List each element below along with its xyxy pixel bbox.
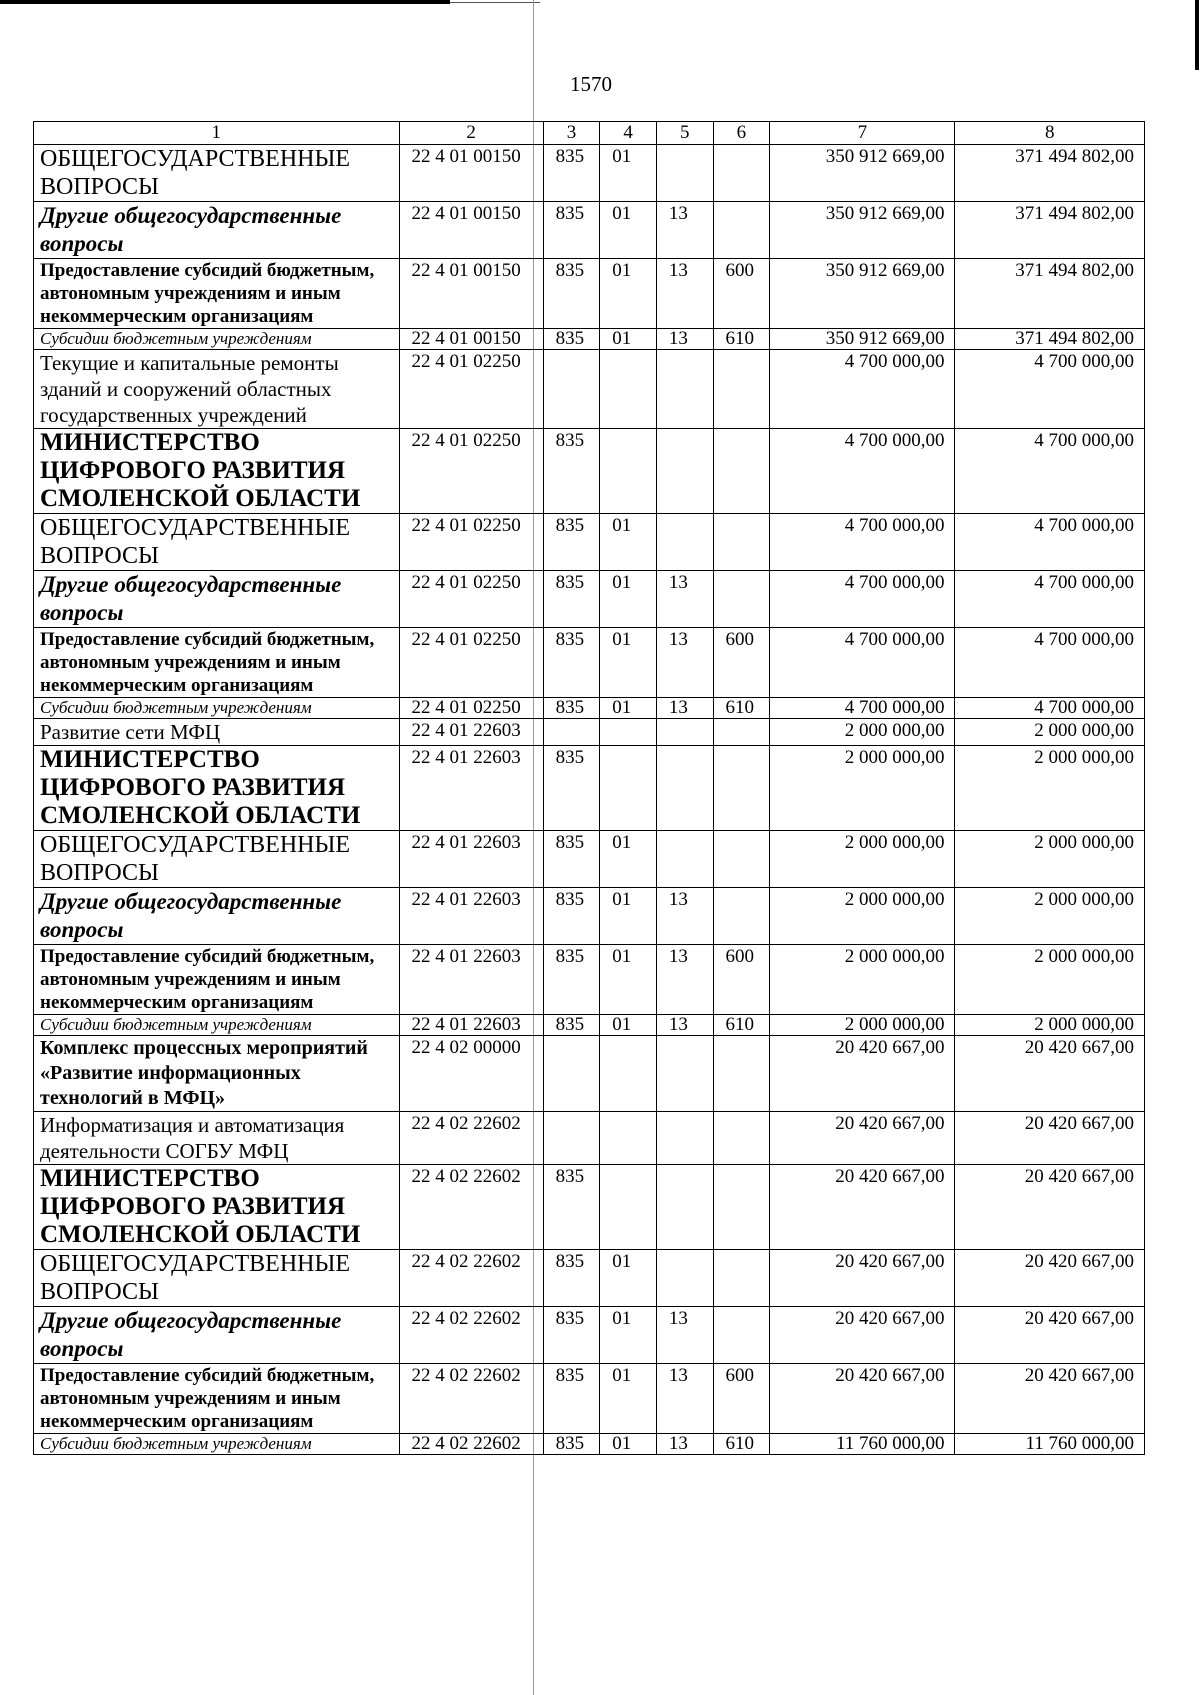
row-col3: 835 — [543, 746, 600, 831]
row-amount-col8: 20 420 667,00 — [955, 1307, 1145, 1364]
row-code: 22 4 01 22603 — [399, 831, 543, 888]
row-name: Другие общегосударственные вопросы — [34, 202, 400, 259]
column-header: 4 — [600, 122, 657, 145]
row-col5: 13 — [656, 571, 713, 628]
row-code: 22 4 02 22602 — [399, 1112, 543, 1165]
row-amount-col7: 350 912 669,00 — [770, 329, 955, 350]
row-col5 — [656, 1112, 713, 1165]
row-col3: 835 — [543, 202, 600, 259]
row-col4: 01 — [600, 329, 657, 350]
row-name: Субсидии бюджетным учреждениям — [34, 329, 400, 350]
row-col3: 835 — [543, 888, 600, 945]
row-amount-col7: 350 912 669,00 — [770, 202, 955, 259]
row-col5: 13 — [656, 1364, 713, 1434]
row-code: 22 4 01 02250 — [399, 698, 543, 719]
table-row — [34, 719, 1145, 746]
row-col3: 835 — [543, 429, 600, 514]
row-name: ОБЩЕГОСУДАРСТВЕННЫЕ ВОПРОСЫ — [34, 1250, 400, 1307]
row-col5 — [656, 429, 713, 514]
row-col4: 01 — [600, 888, 657, 945]
table-row — [34, 1015, 1145, 1036]
row-name: ОБЩЕГОСУДАРСТВЕННЫЕ ВОПРОСЫ — [34, 831, 400, 888]
row-col4 — [600, 350, 657, 429]
column-header: 1 — [34, 122, 400, 145]
row-col6: 610 — [713, 1015, 770, 1036]
row-code: 22 4 01 22603 — [399, 719, 543, 746]
row-col4 — [600, 746, 657, 831]
row-col3: 835 — [543, 628, 600, 698]
row-amount-col7: 2 000 000,00 — [770, 1015, 955, 1036]
row-amount-col7: 20 420 667,00 — [770, 1364, 955, 1434]
row-amount-col7: 2 000 000,00 — [770, 831, 955, 888]
table-row — [34, 350, 1145, 429]
row-col4: 01 — [600, 514, 657, 571]
row-amount-col7: 4 700 000,00 — [770, 628, 955, 698]
row-col5: 13 — [656, 1015, 713, 1036]
row-col6 — [713, 145, 770, 202]
row-col4 — [600, 1036, 657, 1112]
row-col5: 13 — [656, 945, 713, 1015]
row-code: 22 4 01 00150 — [399, 259, 543, 329]
row-col3: 835 — [543, 945, 600, 1015]
row-code: 22 4 02 22602 — [399, 1434, 543, 1455]
row-col6 — [713, 1036, 770, 1112]
row-name: Субсидии бюджетным учреждениям — [34, 1015, 400, 1036]
row-amount-col8: 371 494 802,00 — [955, 145, 1145, 202]
row-amount-col7: 4 700 000,00 — [770, 350, 955, 429]
row-name: ОБЩЕГОСУДАРСТВЕННЫЕ ВОПРОСЫ — [34, 514, 400, 571]
row-amount-col8: 20 420 667,00 — [955, 1036, 1145, 1112]
row-col4: 01 — [600, 945, 657, 1015]
row-name: Другие общегосударственные вопросы — [34, 888, 400, 945]
row-amount-col7: 2 000 000,00 — [770, 719, 955, 746]
row-amount-col8: 4 700 000,00 — [955, 350, 1145, 429]
row-code: 22 4 01 22603 — [399, 888, 543, 945]
row-amount-col8: 20 420 667,00 — [955, 1364, 1145, 1434]
row-col4: 01 — [600, 1250, 657, 1307]
row-col3 — [543, 350, 600, 429]
row-amount-col8: 371 494 802,00 — [955, 329, 1145, 350]
row-col3 — [543, 719, 600, 746]
row-col4: 01 — [600, 145, 657, 202]
table-row — [34, 202, 1145, 259]
row-name: Информатизация и автоматизация деятельности СОГБУ МФЦ — [34, 1112, 400, 1165]
table-header-row — [34, 122, 1145, 145]
row-name: Предоставление субсидий бюджетным, автономным учреждениям и иным некоммерческим организациям — [34, 259, 400, 329]
row-code: 22 4 01 22603 — [399, 1015, 543, 1036]
table-row — [34, 571, 1145, 628]
row-amount-col7: 20 420 667,00 — [770, 1307, 955, 1364]
row-col6 — [713, 1250, 770, 1307]
row-col5: 13 — [656, 329, 713, 350]
row-col3 — [543, 1112, 600, 1165]
row-amount-col8: 4 700 000,00 — [955, 571, 1145, 628]
row-col5 — [656, 145, 713, 202]
table-row — [34, 746, 1145, 831]
row-amount-col8: 4 700 000,00 — [955, 698, 1145, 719]
row-col3: 835 — [543, 1434, 600, 1455]
row-amount-col8: 4 700 000,00 — [955, 514, 1145, 571]
budget-table — [33, 121, 1145, 1455]
row-col3: 835 — [543, 145, 600, 202]
table-row — [34, 1434, 1145, 1455]
row-col6 — [713, 514, 770, 571]
row-name: МИНИСТЕРСТВО ЦИФРОВОГО РАЗВИТИЯ СМОЛЕНСКОЙ ОБЛАСТИ — [34, 746, 400, 831]
row-amount-col7: 2 000 000,00 — [770, 945, 955, 1015]
row-col5: 13 — [656, 888, 713, 945]
row-col6 — [713, 746, 770, 831]
row-col3 — [543, 1036, 600, 1112]
row-col6 — [713, 888, 770, 945]
table-row — [34, 1165, 1145, 1250]
column-header: 5 — [656, 122, 713, 145]
row-code: 22 4 02 22602 — [399, 1165, 543, 1250]
row-name: МИНИСТЕРСТВО ЦИФРОВОГО РАЗВИТИЯ СМОЛЕНСКОЙ ОБЛАСТИ — [34, 429, 400, 514]
row-amount-col8: 20 420 667,00 — [955, 1112, 1145, 1165]
row-col5 — [656, 1036, 713, 1112]
row-col4: 01 — [600, 202, 657, 259]
row-col4 — [600, 429, 657, 514]
row-code: 22 4 02 22602 — [399, 1364, 543, 1434]
row-col6: 610 — [713, 1434, 770, 1455]
row-name: ОБЩЕГОСУДАРСТВЕННЫЕ ВОПРОСЫ — [34, 145, 400, 202]
table-row — [34, 628, 1145, 698]
row-name: Другие общегосударственные вопросы — [34, 1307, 400, 1364]
table-row — [34, 1307, 1145, 1364]
column-header: 6 — [713, 122, 770, 145]
scan-border-top-thin — [450, 2, 540, 3]
table-row — [34, 429, 1145, 514]
row-col6: 600 — [713, 628, 770, 698]
row-col6: 610 — [713, 329, 770, 350]
table-row — [34, 1036, 1145, 1112]
row-col3: 835 — [543, 698, 600, 719]
row-col4: 01 — [600, 698, 657, 719]
row-col5: 13 — [656, 628, 713, 698]
row-name: Предоставление субсидий бюджетным, автономным учреждениям и иным некоммерческим организациям — [34, 945, 400, 1015]
row-amount-col7: 2 000 000,00 — [770, 888, 955, 945]
row-col6 — [713, 350, 770, 429]
scan-border-top — [0, 0, 450, 4]
row-amount-col8: 2 000 000,00 — [955, 945, 1145, 1015]
row-name: Другие общегосударственные вопросы — [34, 571, 400, 628]
column-header: 8 — [955, 122, 1145, 145]
row-col6 — [713, 1307, 770, 1364]
row-code: 22 4 01 00150 — [399, 145, 543, 202]
row-col4: 01 — [600, 1307, 657, 1364]
row-code: 22 4 01 02250 — [399, 429, 543, 514]
row-name: Предоставление субсидий бюджетным, автономным учреждениям и иным некоммерческим организациям — [34, 628, 400, 698]
row-amount-col7: 2 000 000,00 — [770, 746, 955, 831]
row-col6: 600 — [713, 945, 770, 1015]
table-row — [34, 514, 1145, 571]
row-amount-col7: 20 420 667,00 — [770, 1112, 955, 1165]
row-name: Развитие сети МФЦ — [34, 719, 400, 746]
row-code: 22 4 01 02250 — [399, 571, 543, 628]
row-col4: 01 — [600, 628, 657, 698]
row-col5: 13 — [656, 1307, 713, 1364]
row-col5 — [656, 719, 713, 746]
row-col3: 835 — [543, 1364, 600, 1434]
row-amount-col8: 2 000 000,00 — [955, 719, 1145, 746]
row-col5: 13 — [656, 259, 713, 329]
row-code: 22 4 02 22602 — [399, 1307, 543, 1364]
row-code: 22 4 02 00000 — [399, 1036, 543, 1112]
table-row — [34, 945, 1145, 1015]
row-col5 — [656, 831, 713, 888]
row-col6 — [713, 719, 770, 746]
table-row — [34, 259, 1145, 329]
row-col3: 835 — [543, 1250, 600, 1307]
row-col3: 835 — [543, 259, 600, 329]
page-number: 1570 — [570, 72, 612, 96]
row-col3: 835 — [543, 514, 600, 571]
row-col3: 835 — [543, 1307, 600, 1364]
row-name: Субсидии бюджетным учреждениям — [34, 698, 400, 719]
column-header: 2 — [399, 122, 543, 145]
row-col6: 610 — [713, 698, 770, 719]
row-col4: 01 — [600, 259, 657, 329]
row-col3: 835 — [543, 1165, 600, 1250]
row-col5 — [656, 1250, 713, 1307]
row-col4: 01 — [600, 1364, 657, 1434]
row-amount-col8: 11 760 000,00 — [955, 1434, 1145, 1455]
row-amount-col8: 371 494 802,00 — [955, 259, 1145, 329]
row-col5: 13 — [656, 1434, 713, 1455]
row-col4 — [600, 1112, 657, 1165]
row-name: Текущие и капитальные ремонты зданий и сооружений областных государственных учреждений — [34, 350, 400, 429]
row-col3: 835 — [543, 1015, 600, 1036]
row-name: МИНИСТЕРСТВО ЦИФРОВОГО РАЗВИТИЯ СМОЛЕНСКОЙ ОБЛАСТИ — [34, 1165, 400, 1250]
row-amount-col8: 4 700 000,00 — [955, 429, 1145, 514]
row-code: 22 4 01 02250 — [399, 350, 543, 429]
row-col4: 01 — [600, 1434, 657, 1455]
table-row — [34, 831, 1145, 888]
table-row — [34, 1112, 1145, 1165]
row-name: Комплекс процессных мероприятий «Развитие информационных технологий в МФЦ» — [34, 1036, 400, 1112]
row-amount-col7: 20 420 667,00 — [770, 1036, 955, 1112]
row-col4 — [600, 719, 657, 746]
row-name: Субсидии бюджетным учреждениям — [34, 1434, 400, 1455]
row-amount-col7: 4 700 000,00 — [770, 698, 955, 719]
row-code: 22 4 01 02250 — [399, 628, 543, 698]
table-row — [34, 145, 1145, 202]
row-amount-col8: 2 000 000,00 — [955, 831, 1145, 888]
row-amount-col7: 20 420 667,00 — [770, 1165, 955, 1250]
row-amount-col8: 2 000 000,00 — [955, 1015, 1145, 1036]
table-row — [34, 1250, 1145, 1307]
row-col3: 835 — [543, 329, 600, 350]
row-code: 22 4 02 22602 — [399, 1250, 543, 1307]
row-amount-col7: 11 760 000,00 — [770, 1434, 955, 1455]
row-col4: 01 — [600, 571, 657, 628]
row-amount-col8: 371 494 802,00 — [955, 202, 1145, 259]
row-col4: 01 — [600, 1015, 657, 1036]
row-col3: 835 — [543, 831, 600, 888]
table-row — [34, 329, 1145, 350]
table-row — [34, 1364, 1145, 1434]
row-col6: 600 — [713, 1364, 770, 1434]
scan-border-right — [1195, 0, 1199, 70]
row-col6 — [713, 202, 770, 259]
row-col5 — [656, 514, 713, 571]
row-name: Предоставление субсидий бюджетным, автономным учреждениям и иным некоммерческим организациям — [34, 1364, 400, 1434]
row-amount-col8: 4 700 000,00 — [955, 628, 1145, 698]
row-amount-col7: 20 420 667,00 — [770, 1250, 955, 1307]
table-row — [34, 698, 1145, 719]
row-col4: 01 — [600, 831, 657, 888]
row-col6 — [713, 429, 770, 514]
row-col6 — [713, 1165, 770, 1250]
row-col5 — [656, 746, 713, 831]
row-amount-col8: 2 000 000,00 — [955, 888, 1145, 945]
row-col5: 13 — [656, 698, 713, 719]
row-col5: 13 — [656, 202, 713, 259]
column-header: 7 — [770, 122, 955, 145]
row-col6 — [713, 571, 770, 628]
row-col6 — [713, 831, 770, 888]
row-col6: 600 — [713, 259, 770, 329]
row-amount-col8: 20 420 667,00 — [955, 1165, 1145, 1250]
row-code: 22 4 01 02250 — [399, 514, 543, 571]
table-row — [34, 888, 1145, 945]
row-code: 22 4 01 22603 — [399, 746, 543, 831]
row-code: 22 4 01 00150 — [399, 329, 543, 350]
row-col5 — [656, 1165, 713, 1250]
row-code: 22 4 01 00150 — [399, 202, 543, 259]
row-amount-col8: 20 420 667,00 — [955, 1250, 1145, 1307]
row-amount-col7: 350 912 669,00 — [770, 145, 955, 202]
row-col6 — [713, 1112, 770, 1165]
row-col3: 835 — [543, 571, 600, 628]
row-col5 — [656, 350, 713, 429]
row-col4 — [600, 1165, 657, 1250]
row-amount-col8: 2 000 000,00 — [955, 746, 1145, 831]
row-amount-col7: 4 700 000,00 — [770, 571, 955, 628]
row-amount-col7: 350 912 669,00 — [770, 259, 955, 329]
row-code: 22 4 01 22603 — [399, 945, 543, 1015]
row-amount-col7: 4 700 000,00 — [770, 514, 955, 571]
column-header: 3 — [543, 122, 600, 145]
row-amount-col7: 4 700 000,00 — [770, 429, 955, 514]
